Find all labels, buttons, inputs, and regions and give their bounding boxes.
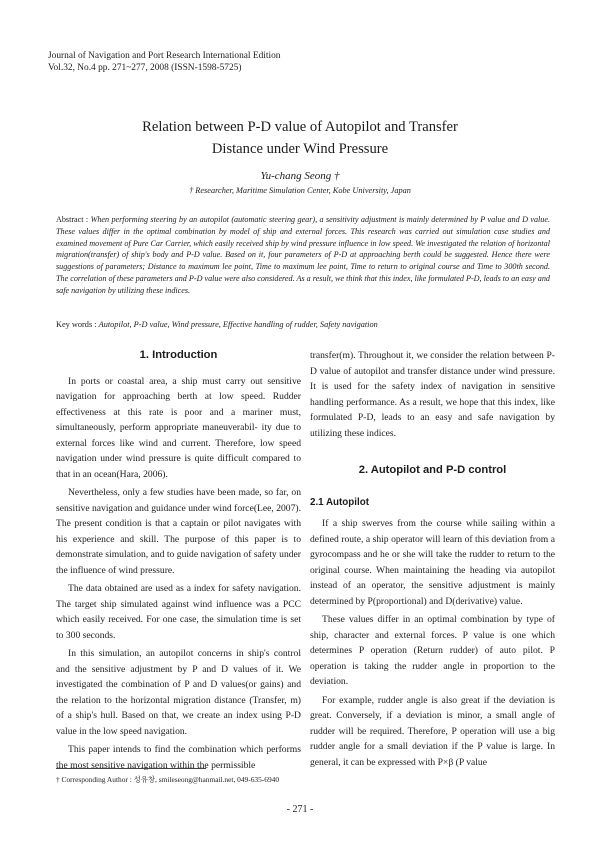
title-line-1: Relation between P-D value of Autopilot and Transfer	[142, 119, 458, 135]
corresponding-author-footnote: † Corresponding Author : 성유창, smileseong@hanmail.net, 049-635-6940	[56, 775, 280, 784]
abstract-label: Abstract :	[56, 215, 91, 224]
intro-paragraph-5: This paper intends to find the combination which performs the most sensitive navigation within the permissible	[56, 744, 301, 771]
title-line-2: Distance under Wind Pressure	[211, 141, 389, 157]
author-name: Yu-chang Seong †	[260, 170, 340, 182]
journal-name: Journal of Navigation and Port Research International Edition	[48, 51, 281, 61]
footnote-rule	[56, 768, 206, 769]
page-number: - 271 -	[286, 804, 314, 815]
intro-paragraph-1: In ports or coastal area, a ship must carry out sensitive navigation for approaching berth at low speed. Rudder effectiveness at this rate is poor and a mariner must, simultaneously, perform appropriate maneuverabil- ity due to external forces like wind and current. Therefore, low speed navigation under wind pressure is quite difficult compared to that in an ocean(Hara, 2006).	[56, 375, 301, 480]
paper-title	[0, 116, 600, 160]
subsection-2-1-heading: 2.1 Autopilot	[310, 496, 369, 508]
intro-paragraph-3: The data obtained are used as a index for safety navigation. The target ship simulated against wind influence was a PCC which easily received. For one case, the simulation time is set to 300 seconds.	[56, 583, 301, 641]
abstract	[56, 214, 550, 297]
abstract-text: When performing steering by an autopilot (automatic steering gear), a sensitivity adjustment is mainly determined by P value and D value. These values differ in the optimal combination by model of ship and external forces. This research was carried out simulation case studies and examined movement of Pure Car Carrier, which easily received ship by wind pressure influence in low speed. We investigated the relation of horizontal migration(transfer) of ship's body and P-D value. Based on it, four parameters of P-D at approaching berth could be suggested. Hence there were suggestions of parameters; Distance to maximum lee point, Time to maximum lee point, Time to return to original course and Time to 300th second. The correlation of these parameters and P-D value were also considered. As a result, we think that this index, like formulated P-D, leads to an easy and safe navigation by utilizing these indices.	[56, 215, 550, 295]
left-column	[56, 348, 301, 776]
intro-continuation: transfer(m). Throughout it, we consider the relation between P-D value of autopilot and transfer distance under wind pressure. It is used for the safety index of navigation in sensitive handling performance. As a result, we hope that this index, like formulated P-D, leads to an easy and safe navigation by utilizing these indices.	[310, 350, 555, 439]
journal-volume: Vol.32, No.4 pp. 271~277, 2008 (ISSN-1598-5725)	[48, 63, 242, 73]
keywords-label: Key words :	[56, 320, 99, 329]
autopilot-paragraph-3: For example, rudder angle is also great if the deviation is great. Conversely, if a deviation is minor, a small angle of rudder will be required. Therefore, P operation will use a big rudder angle for a small deviation if the P value is large. In general, it can be expressed with P×β (P value	[310, 694, 555, 768]
section-2-heading: 2. Autopilot and P-D control	[358, 464, 507, 476]
intro-paragraph-4: In this simulation, an autopilot concerns in ship's control and the sensitive adjustment by P and D values of it. We investigated the combination of P and D values(or gains) and the relation to the horizontal migration distance (Transfer, m) of a ship's hull. Based on that, we create an index using P-D value in the low speed navigation.	[56, 648, 301, 737]
autopilot-paragraph-1: If a ship swerves from the course while sailing within a defined route, a ship operator will learn of this deviation from a gyrocompass and he or she will take the rudder to return to the original course. When maintaining the heading via autopilot instead of an operator, the sensitive adjustment is mainly determined by P(proportional) and D(derivative) value.	[310, 518, 555, 607]
author-affiliation: † Researcher, Maritime Simulation Center, Kobe University, Japan	[189, 186, 411, 195]
autopilot-paragraph-2: These values differ in an optimal combination by type of ship, character and external forces. P value is one which determines P operation (Return rudder) of auto pilot. P operation is taking the rudder angle in proportion to the deviation.	[310, 614, 555, 687]
keywords	[56, 320, 550, 329]
keywords-text: Autopilot, P-D value, Wind pressure, Effective handling of rudder, Safety navigation	[98, 320, 378, 329]
intro-paragraph-2: Nevertheless, only a few studies have been made, so far, on sensitive navigation and guidance under wind force(Lee, 2007). The present condition is that a captain or pilot navigates with his experience and skill. The purpose of this paper is to demonstrate simulation, and to guide navigation of safety under the influence of wind pressure.	[56, 487, 301, 576]
journal-header	[48, 50, 281, 74]
right-column	[310, 348, 555, 773]
section-1-heading: 1. Introduction	[139, 349, 218, 361]
